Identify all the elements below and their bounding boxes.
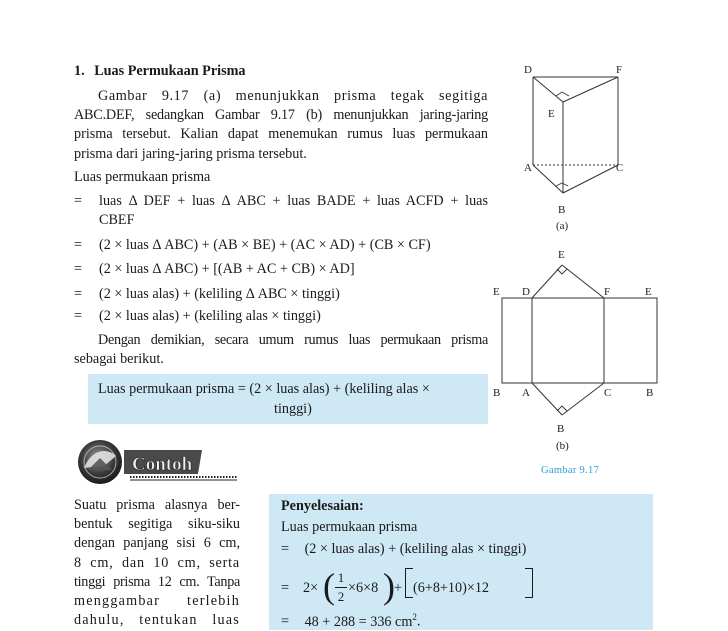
contoh-badge [74, 440, 240, 486]
contoh-label: Contoh [132, 454, 193, 475]
solution-result: 48 + 288 = 336 cm [304, 613, 413, 630]
contoh-badge-graphic [74, 440, 240, 486]
label-e: E [548, 108, 555, 120]
bracket-content: (6+8+10)×12 [413, 580, 490, 596]
solution-line-2 [281, 541, 526, 558]
paren-open: ( [323, 566, 335, 606]
caption-a: (a) [556, 220, 569, 232]
section-title: Luas Permukaan Prisma [94, 63, 246, 79]
step-text: (2 × luas alas) + (keliling alas × tinggi) [99, 308, 321, 324]
step-text: CBEF [99, 212, 135, 228]
formula-line-2: tinggi) [274, 401, 312, 417]
question-line-5: tinggi prisma 12 cm. Tanpa [74, 574, 240, 590]
question-line-6: menggambar terlebih [74, 593, 240, 609]
bracket-open [405, 568, 413, 598]
right-angle-mark-b [556, 183, 568, 186]
right-angle-mark-e [556, 92, 569, 96]
net-label-a: A [522, 387, 530, 399]
intro-line-3: prisma tersebut. Kalian dapat menemukan rumus luas permukaan [74, 126, 488, 142]
solution-line-3 [281, 566, 641, 610]
section-heading [74, 62, 246, 80]
net-label-b-left: B [493, 387, 501, 399]
derivation-step-2 [74, 237, 488, 255]
net-right-angle-bottom [557, 406, 567, 411]
derivation-step-1 [74, 193, 488, 211]
question-line-2: bentuk segitiga siku-siku [74, 516, 240, 532]
solution-result-period: . [416, 613, 421, 630]
equals-sign: = [74, 193, 83, 209]
net-label-e-right: E [645, 286, 652, 298]
edge-ef [563, 77, 618, 102]
net-label-c: C [604, 387, 612, 399]
net-label-b-right: B [646, 387, 654, 399]
step-text: (2 × luas Δ ABC) + (AB × BE) + (AC × AD) + (CB × CF) [99, 237, 431, 253]
fraction-denominator: 2 [337, 589, 345, 604]
step-text: (2 × luas Δ ABC) + [(AB + AC + CB) × AD] [99, 261, 355, 277]
equals-sign: = [74, 308, 83, 324]
net-label-b-bottom: B [557, 423, 565, 435]
net-right-angle-top [557, 269, 567, 274]
step-text: luas Δ DEF + luas Δ ABC + luas BADE + luas ACFD + luas [99, 193, 488, 209]
step-text: (2 × luas alas) + (keliling Δ ABC × tinggi) [99, 286, 340, 302]
conclusion-line-1: Dengan demikian, secara umum rumus luas permukaan prisma [98, 332, 488, 348]
question-line-1: Suatu prisma alasnya ber- [74, 497, 240, 513]
net-edge-fe-top [562, 265, 604, 298]
figure-a-prism [490, 55, 670, 240]
derivation-step-3 [74, 261, 488, 279]
figure-b-net [490, 245, 665, 460]
net-label-e-left: E [493, 286, 500, 298]
solution-title: Penyelesaian: [281, 498, 364, 514]
label-d: D [524, 64, 532, 76]
edge-de [533, 77, 563, 102]
net-edge-cb [562, 383, 604, 415]
paren-close: ) [383, 566, 395, 606]
net-lateral-faces [502, 298, 657, 383]
edge-bc [563, 165, 618, 193]
equals-sign: = [74, 286, 83, 302]
solution-result-exponent: 2 [412, 612, 417, 622]
fraction-numerator: 1 [337, 570, 345, 585]
figure-caption: Gambar 9.17 [541, 465, 600, 476]
fraction-bar [335, 587, 347, 588]
bracket-close [525, 568, 533, 598]
net-label-e-top: E [558, 249, 565, 261]
equals-sign: = [281, 580, 290, 596]
solution-line-2-text: (2 × luas alas) + (keliling alas × tinggi) [304, 541, 527, 557]
fraction-rest: ×6×8 [348, 580, 379, 596]
derivation-step-4 [74, 286, 488, 304]
question-line-4: 8 cm, dan 10 cm, serta [74, 555, 240, 571]
edge-ab [533, 165, 563, 193]
intro-line-4: prisma dari jaring-jaring prisma tersebut. [74, 146, 307, 162]
net-label-f: F [604, 286, 611, 298]
intro-line-2: ABC.DEF, sedangkan Gambar 9.17 (b) menunjukkan jaring-jaring [74, 107, 488, 123]
solution-line-1: Luas permukaan prisma [281, 519, 418, 535]
label-c: C [616, 162, 624, 174]
caption-b: (b) [556, 440, 569, 452]
intro-line-1: Gambar 9.17 (a) menunjukkan prisma tegak segitiga [98, 88, 488, 104]
net-label-d: D [522, 286, 530, 298]
formula-box [88, 374, 488, 424]
label-a: A [524, 162, 532, 174]
derivation-lead: Luas permukaan prisma [74, 169, 211, 185]
label-b: B [558, 204, 566, 216]
coefficient: 2× [303, 580, 319, 596]
question-line-7: dahulu, tentukan luas [74, 612, 240, 628]
formula-line-1: Luas permukaan prisma = (2 × luas alas) + (keliling alas × [98, 381, 430, 397]
equals-sign: = [74, 261, 83, 277]
question-line-3: dengan panjang sisi 6 cm, [74, 535, 240, 551]
derivation-step-5 [74, 308, 488, 326]
plus-sign: + [394, 580, 403, 596]
derivation-step-1-cont [74, 212, 488, 230]
solution-box [269, 494, 653, 630]
equals-sign: = [281, 613, 290, 630]
equals-sign: = [281, 541, 290, 557]
label-f: F [616, 64, 623, 76]
section-number: 1. [74, 63, 85, 79]
conclusion-line-2: sebagai berikut. [74, 351, 164, 367]
equals-sign: = [74, 237, 83, 253]
solution-line-4 [281, 612, 420, 631]
